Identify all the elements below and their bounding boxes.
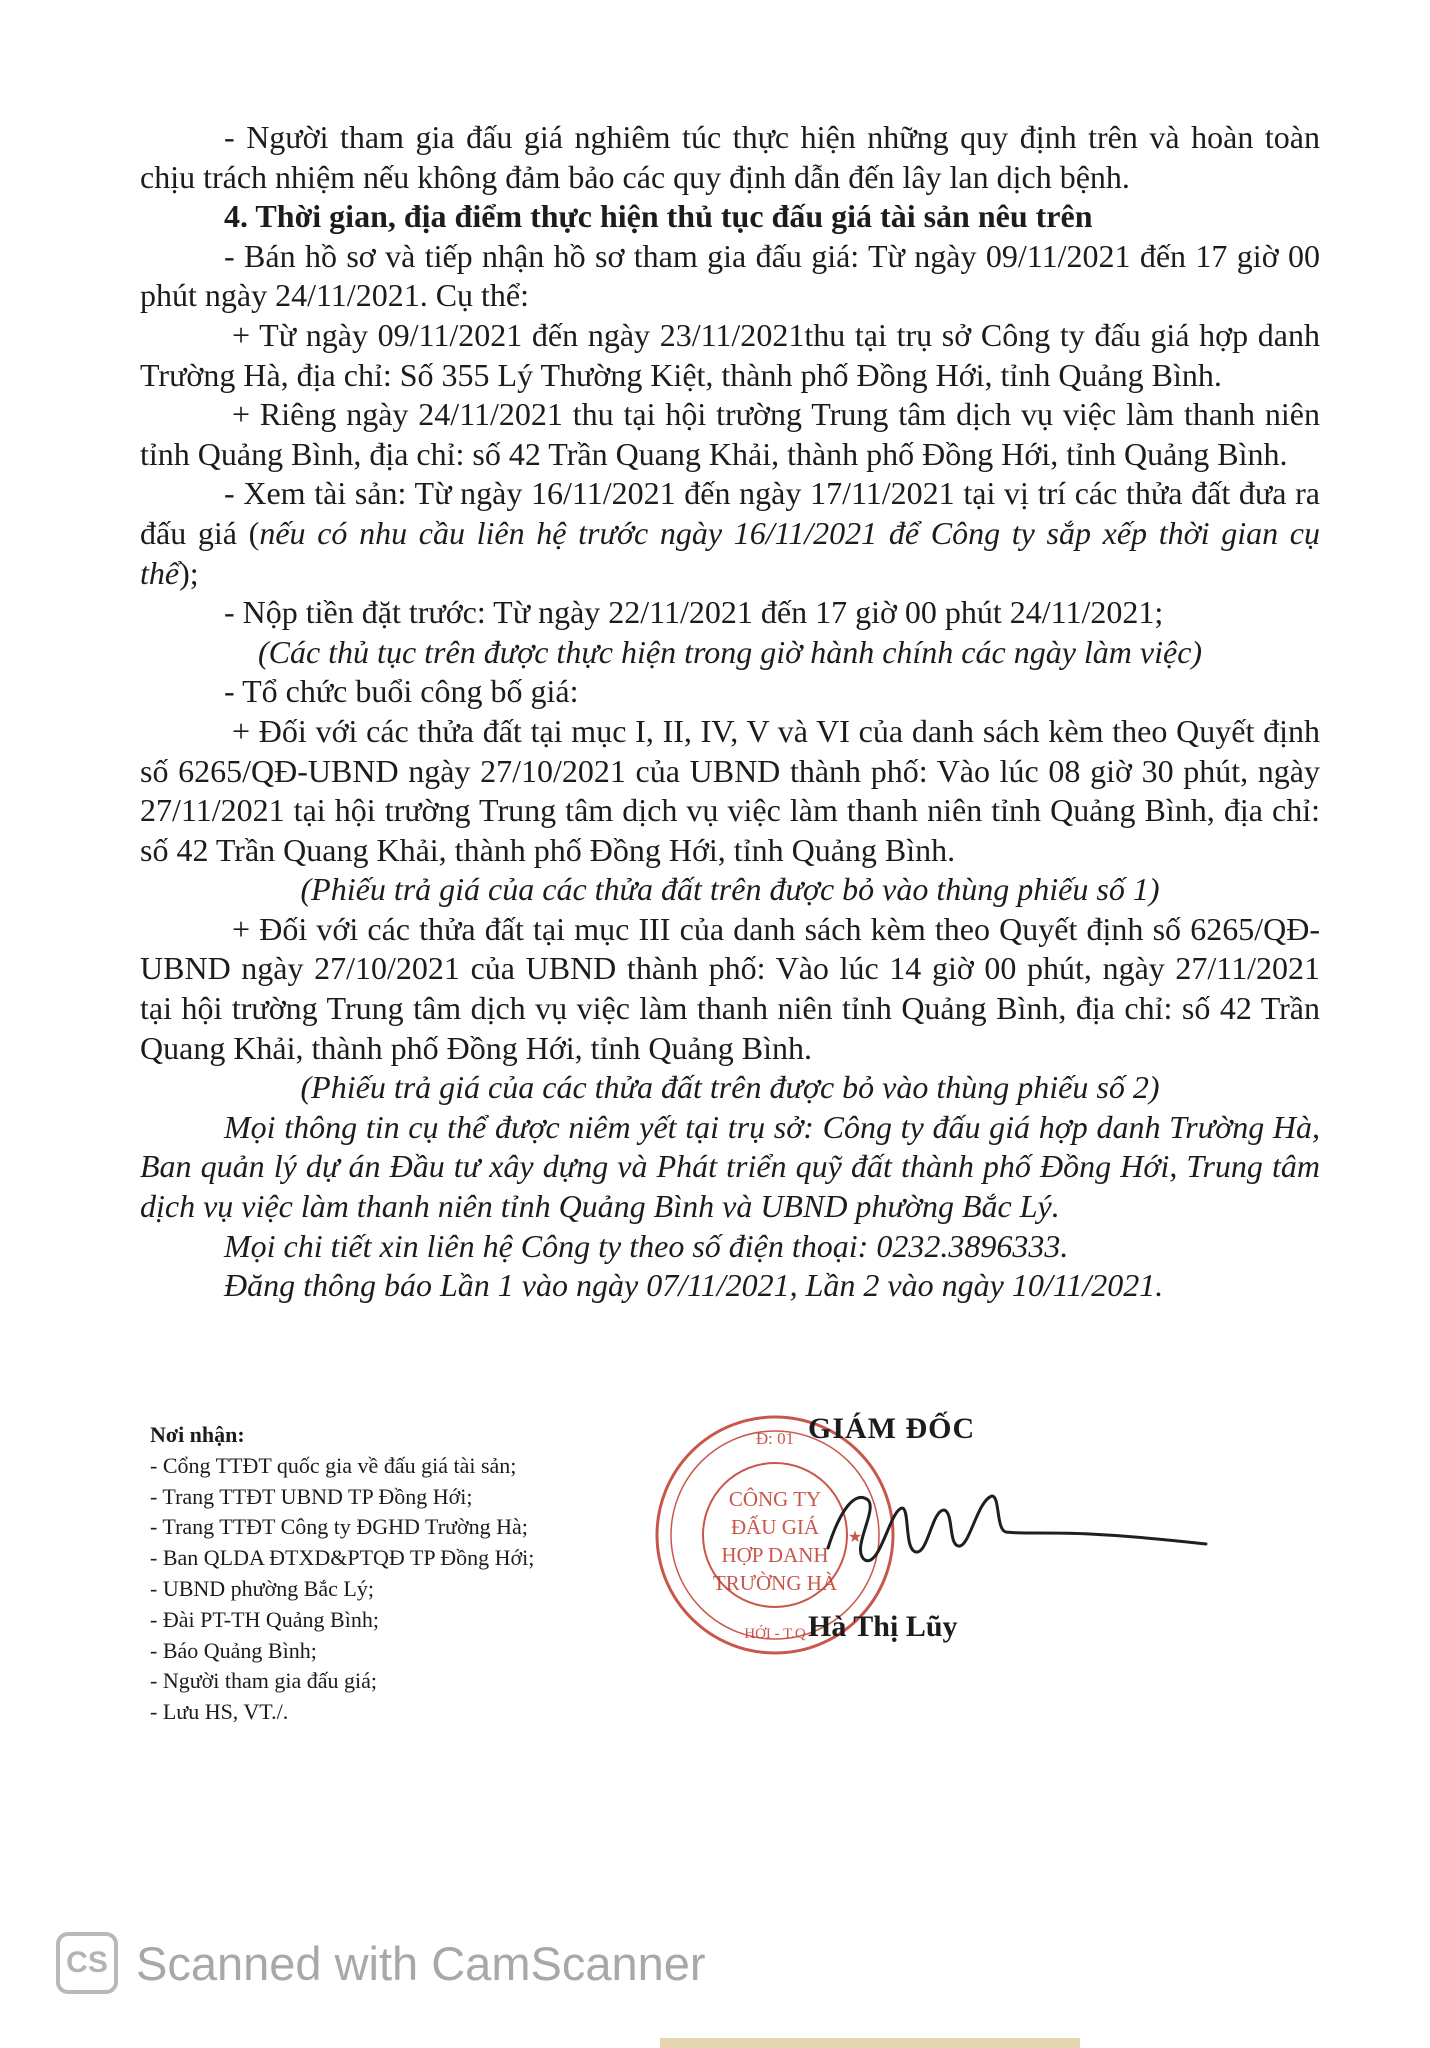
paragraph-asset-viewing: [140, 474, 1320, 593]
stamp-line-2: ĐẤU GIÁ: [730, 1515, 820, 1539]
paragraph-session-1: + Đối với các thửa đất tại mục I, II, IV, V và VI của danh sách kèm theo Quyết định số 6265/QĐ-UBND ngày 27/10/2021 của UBND thành phố: Vào lúc 08 giờ 30 phút, ngày 27/11/2021 tại hội trường Trung tâm dịch vụ việc làm thanh niên tỉnh Quảng Bình, địa chỉ: số 42 Trần Quang Khải, thành phố Đồng Hới, tỉnh Quảng Bình.: [140, 712, 1320, 868]
stamp-ring-top: Đ: 01: [755, 1429, 795, 1448]
paragraph-price-announcement: - Tổ chức buổi công bố giá:: [224, 673, 579, 710]
asset-viewing-note: nếu có nhu cầu liên hệ trước ngày 16/11/2021 để Công ty sắp xếp thời gian cụ thể: [140, 514, 1321, 591]
stamp-line-4: TRƯỜNG HÀ: [712, 1571, 838, 1595]
paragraph-publication-dates: Đăng thông báo Lần 1 vào ngày 07/11/2021, Lần 2 vào ngày 10/11/2021.: [224, 1267, 1164, 1304]
paragraph-office-collection: + Từ ngày 09/11/2021 đến ngày 23/11/2021thu tại trụ sở Công ty đấu giá hợp danh Trường Hà, địa chỉ: Số 355 Lý Thường Kiệt, thành phố Đồng Hới, tỉnh Quảng Bình.: [140, 316, 1320, 393]
paragraph-sale-period: - Bán hồ sơ và tiếp nhận hồ sơ tham gia đấu giá: Từ ngày 09/11/2021 đến 17 giờ 00 phút ngày 24/11/2021. Cụ thể:: [140, 237, 1320, 314]
paragraph-deposit: - Nộp tiền đặt trước: Từ ngày 22/11/2021 đến 17 giờ 00 phút 24/11/2021;: [224, 594, 1164, 631]
recipients-list: [150, 1451, 670, 1728]
watermark-text: Scanned with CamScanner: [136, 1936, 706, 1990]
recipient-item: - Cổng TTĐT quốc gia về đấu giá tài sản;: [150, 1452, 517, 1478]
paragraph-covid-rules: - Người tham gia đấu giá nghiêm túc thực hiện những quy định trên và hoàn toàn chịu trách nhiệm nếu không đảm bảo các quy định dẫn đến lây lan dịch bệnh.: [140, 119, 1320, 195]
handwritten-signature: [820, 1470, 1210, 1580]
signer-title: GIÁM ĐỐC: [808, 1412, 976, 1445]
recipient-item: - Báo Quảng Bình;: [150, 1637, 317, 1663]
recipient-item: - Trang TTĐT Công ty ĐGHD Trường Hà;: [150, 1514, 528, 1540]
paragraph-contact-phone: Mọi chi tiết xin liên hệ Công ty theo số điện thoại: 0232.3896333.: [224, 1227, 1069, 1264]
recipient-item: - Lưu HS, VT./.: [150, 1699, 289, 1725]
camscanner-watermark: [56, 1932, 706, 1994]
note-ballot-box-1: (Phiếu trả giá của các thửa đất trên được bỏ vào thùng phiếu số 1): [300, 871, 1160, 908]
section-heading-4: 4. Thời gian, địa điểm thực hiện thủ tục đấu giá tài sản nêu trên: [224, 198, 1093, 235]
document-body: [140, 118, 1320, 1306]
recipient-item: - UBND phường Bắc Lý;: [150, 1575, 374, 1601]
recipient-item: - Đài PT-TH Quảng Bình;: [150, 1606, 379, 1632]
note-working-hours: (Các thủ tục trên được thực hiện trong giờ hành chính các ngày làm việc): [257, 633, 1203, 670]
paragraph-session-2: + Đối với các thửa đất tại mục III của danh sách kèm theo Quyết định số 6265/QĐ-UBND ngày 27/10/2021 của UBND thành phố: Vào lúc 14 giờ 00 phút, ngày 27/11/2021 tại hội trường Trung tâm dịch vụ việc làm thanh niên tỉnh Quảng Bình, địa chỉ: số 42 Trần Quang Khải, thành phố Đồng Hới, tỉnh Quảng Bình.: [140, 910, 1320, 1066]
page-bottom-edge: [660, 2038, 1080, 2048]
paragraph-hall-collection: + Riêng ngày 24/11/2021 thu tại hội trường Trung tâm dịch vụ việc làm thanh niên tỉnh Quảng Bình, địa chỉ: số 42 Trần Quang Khải, thành phố Đồng Hới, tỉnh Quảng Bình.: [140, 396, 1320, 472]
stamp-ring-bottom: HỚI - T.Q: [744, 1626, 806, 1642]
stamp-line-3: HỢP DANH: [721, 1543, 829, 1567]
recipient-item: - Ban QLDA ĐTXD&PTQĐ TP Đồng Hới;: [150, 1545, 535, 1571]
asset-viewing-end: );: [179, 554, 199, 591]
camscanner-logo-icon: CS: [56, 1932, 118, 1994]
stamp-line-1: CÔNG TY: [728, 1487, 822, 1511]
signer-name: Hà Thị Lũy: [808, 1610, 958, 1643]
recipients-heading: Nơi nhận:: [150, 1422, 245, 1447]
recipients-block: [150, 1420, 670, 1728]
recipient-item: - Người tham gia đấu giá;: [150, 1668, 378, 1694]
recipient-item: - Trang TTĐT UBND TP Đồng Hới;: [150, 1483, 473, 1509]
stamp-star-icon: ★: [847, 1529, 863, 1546]
paragraph-posting-locations: Mọi thông tin cụ thể được niêm yết tại trụ sở: Công ty đấu giá hợp danh Trường Hà, Ban quản lý dự án Đầu tư xây dựng và Phát triển quỹ đất thành phố Đồng Hới, Trung tâm dịch vụ việc làm thanh niên tỉnh Quảng Bình và UBND phường Bắc Lý.: [140, 1108, 1320, 1225]
asset-viewing-text: - Xem tài sản: Từ ngày 16/11/2021 đến ngày 17/11/2021 tại vị trí các thửa đất đưa ra đấu giá (: [140, 475, 1320, 551]
note-ballot-box-2: (Phiếu trả giá của các thửa đất trên được bỏ vào thùng phiếu số 2): [300, 1069, 1160, 1106]
